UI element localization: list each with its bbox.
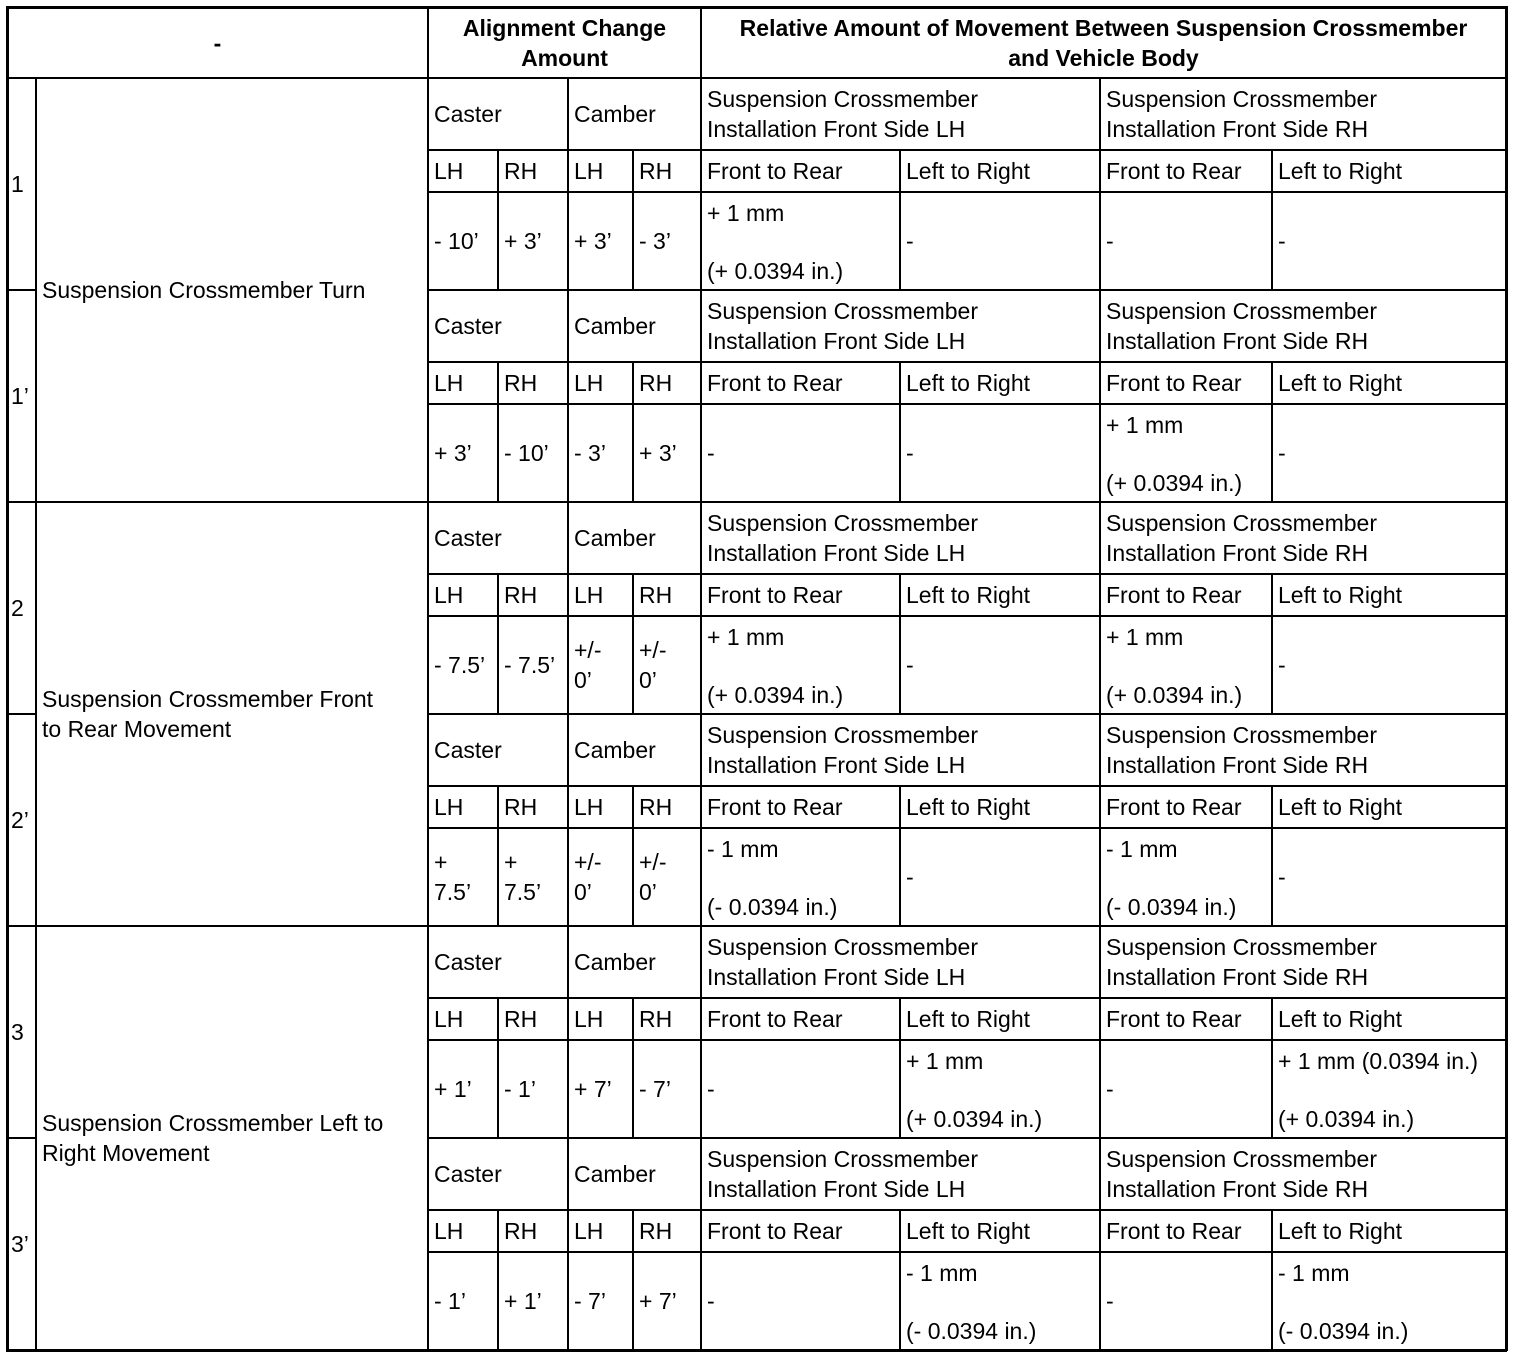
sub-rule [428, 573, 1506, 575]
row-id: 2 [11, 595, 24, 621]
caster-lh-value [434, 616, 498, 714]
camber-label: Camber [574, 737, 656, 763]
caster-lh-label: LH [434, 582, 464, 608]
group-name [42, 78, 428, 502]
text-line: Suspension Crossmember [1106, 298, 1378, 324]
header-rule [7, 77, 1506, 79]
caster-rh-label: RH [504, 370, 538, 396]
text-line: - 10’ [434, 228, 479, 254]
text-line: 7.5’ [434, 879, 472, 905]
text-line: (+ 0.0394 in.) [707, 682, 844, 708]
text-line: + 3’ [504, 228, 542, 254]
text-line: - [906, 864, 914, 890]
caster-rh-label: RH [504, 1218, 538, 1244]
rh-left-to-right-value [1278, 828, 1506, 926]
column-rule [899, 998, 901, 1138]
text-line: Suspension Crossmember [707, 86, 979, 112]
camber-rh-label: RH [639, 794, 673, 820]
camber-lh-label: LH [574, 582, 604, 608]
caster-label: Caster [434, 1161, 502, 1187]
caster-lh-value [434, 1252, 498, 1350]
column-rule [497, 150, 499, 290]
group-name [42, 926, 428, 1350]
text-line: - [707, 1076, 715, 1102]
camber-rh-value [639, 828, 701, 926]
text-line: + [504, 849, 518, 875]
text-line: - [1106, 228, 1114, 254]
sub-rule [428, 361, 1506, 363]
install-front-rh-label [1106, 78, 1506, 150]
column-rule [567, 78, 569, 290]
row-id: 1’ [11, 383, 29, 409]
camber-lh-value [574, 192, 633, 290]
camber-rh-value [639, 1040, 701, 1138]
lh-left-to-right-label: Left to Right [906, 158, 1031, 184]
column-rule [497, 1210, 499, 1350]
lh-front-to-rear-label: Front to Rear [707, 1006, 843, 1032]
text-line: +/- [574, 849, 602, 875]
column-rule [567, 1138, 569, 1350]
caster-lh-value [434, 192, 498, 290]
rh-left-to-right-value [1278, 616, 1506, 714]
text-line: - [1106, 1076, 1114, 1102]
rh-left-to-right-value [1278, 1252, 1506, 1350]
column-rule [899, 150, 901, 290]
text-line: Suspension Crossmember [707, 934, 979, 960]
sub-rule [428, 191, 1506, 193]
camber-label: Camber [574, 1161, 656, 1187]
lh-front-to-rear-label: Front to Rear [707, 158, 843, 184]
lh-front-to-rear-value [707, 1252, 900, 1350]
text-line: Installation Front Side RH [1106, 328, 1369, 354]
rh-left-to-right-label: Left to Right [1278, 370, 1403, 396]
text-line: (+ 0.0394 in.) [906, 1106, 1043, 1132]
camber-label: Camber [574, 313, 656, 339]
text-line: Relative Amount of Movement Between Suspension Crossmember [739, 14, 1468, 41]
text-line: + 1 mm [707, 200, 785, 226]
column-rule [1099, 78, 1101, 290]
rh-front-to-rear-value [1106, 1252, 1272, 1350]
column-rule [1271, 998, 1273, 1138]
column-rule [497, 998, 499, 1138]
column-rule [899, 786, 901, 926]
lh-left-to-right-label: Left to Right [906, 794, 1031, 820]
text-line: + 7’ [639, 1288, 677, 1314]
text-line: and Vehicle Body [1008, 44, 1199, 71]
column-rule [1271, 786, 1273, 926]
text-line: to Rear Movement [42, 716, 232, 742]
text-line: 0’ [639, 667, 657, 693]
text-line: - [906, 228, 914, 254]
text-line: - [906, 652, 914, 678]
rh-front-to-rear-label: Front to Rear [1106, 582, 1242, 608]
text-line: + 1’ [434, 1076, 472, 1102]
text-line: +/- [639, 849, 667, 875]
text-line: 7.5’ [504, 879, 542, 905]
lh-left-to-right-label: Left to Right [906, 370, 1031, 396]
install-front-rh-label [1106, 290, 1506, 362]
group-rule [7, 501, 1506, 503]
text-line: Suspension Crossmember [707, 1146, 979, 1172]
text-line: - 1’ [504, 1076, 536, 1102]
rh-left-to-right-label: Left to Right [1278, 582, 1403, 608]
caster-label: Caster [434, 101, 502, 127]
text-line: Installation Front Side RH [1106, 964, 1369, 990]
caster-rh-label: RH [504, 1006, 538, 1032]
lh-front-to-rear-value [707, 404, 900, 502]
camber-lh-value [574, 828, 633, 926]
text-line: - 1 mm [1278, 1260, 1350, 1286]
camber-lh-label: LH [574, 370, 604, 396]
header-relative-movement [701, 7, 1506, 78]
lh-front-to-rear-value [707, 1040, 900, 1138]
lh-left-to-right-label: Left to Right [906, 1218, 1031, 1244]
text-line: Installation Front Side LH [707, 752, 966, 778]
sub-rule [428, 1251, 1506, 1253]
text-line: Suspension Crossmember Turn [42, 277, 366, 303]
text-line: - [906, 440, 914, 466]
camber-rh-label: RH [639, 158, 673, 184]
rh-front-to-rear-label: Front to Rear [1106, 370, 1242, 396]
column-rule [1099, 502, 1101, 714]
rh-left-to-right-label: Left to Right [1278, 1218, 1403, 1244]
camber-rh-label: RH [639, 370, 673, 396]
sub-rule [428, 997, 1506, 999]
text-line: + 1 mm [707, 624, 785, 650]
sub-rule [428, 827, 1506, 829]
row-rule [7, 289, 36, 291]
column-rule [632, 574, 634, 714]
text-line: 0’ [574, 667, 592, 693]
caster-lh-label: LH [434, 370, 464, 396]
install-front-rh-label [1106, 926, 1506, 998]
text-line: Right Movement [42, 1140, 210, 1166]
text-line: Suspension Crossmember [707, 510, 979, 536]
lh-left-to-right-value [906, 616, 1100, 714]
column-rule [497, 362, 499, 502]
lh-front-to-rear-label: Front to Rear [707, 582, 843, 608]
lh-front-to-rear-value [707, 192, 900, 290]
row-rule [428, 1137, 1506, 1139]
text-line: + 1 mm [906, 1048, 984, 1074]
camber-rh-label: RH [639, 582, 673, 608]
column-rule [1271, 1210, 1273, 1350]
text-line: (- 0.0394 in.) [906, 1318, 1037, 1344]
group-name [42, 502, 428, 926]
rh-left-to-right-value [1278, 404, 1506, 502]
rh-left-to-right-label: Left to Right [1278, 158, 1403, 184]
row-id: 2’ [11, 807, 29, 833]
text-line: (- 0.0394 in.) [1106, 894, 1237, 920]
caster-rh-value [504, 1040, 568, 1138]
text-line: - [707, 440, 715, 466]
text-line: - [1278, 864, 1286, 890]
sub-rule [428, 149, 1506, 151]
lh-front-to-rear-label: Front to Rear [707, 370, 843, 396]
text-line: (+ 0.0394 in.) [707, 258, 844, 284]
text-line: + 1 mm [1106, 624, 1184, 650]
column-rule [632, 1210, 634, 1350]
install-front-lh-label [707, 502, 1100, 574]
camber-label: Camber [574, 949, 656, 975]
sub-rule [428, 615, 1506, 617]
row-id: 3 [11, 1019, 24, 1045]
text-line: + 1 mm [1106, 412, 1184, 438]
text-line: - 3’ [574, 440, 606, 466]
header-corner: - [213, 29, 222, 56]
camber-lh-label: LH [574, 1006, 604, 1032]
text-line: - [1106, 1288, 1114, 1314]
text-line: (- 0.0394 in.) [707, 894, 838, 920]
column-rule [1099, 1138, 1101, 1350]
text-line: Suspension Crossmember [1106, 510, 1378, 536]
text-line: Alignment Change [462, 14, 667, 41]
caster-lh-label: LH [434, 158, 464, 184]
caster-lh-label: LH [434, 794, 464, 820]
rh-front-to-rear-label: Front to Rear [1106, 158, 1242, 184]
camber-lh-value [574, 1252, 633, 1350]
column-rule [1099, 926, 1101, 1138]
text-line: (+ 0.0394 in.) [1106, 470, 1243, 496]
text-line: + 1’ [504, 1288, 542, 1314]
text-line: (+ 0.0394 in.) [1278, 1106, 1415, 1132]
outer-border [1505, 6, 1508, 1351]
text-line: +/- [639, 637, 667, 663]
column-rule [567, 502, 569, 714]
column-rule [567, 926, 569, 1138]
column-rule [1271, 362, 1273, 502]
camber-lh-value [574, 1040, 633, 1138]
column-rule [497, 574, 499, 714]
header-alignment-change [428, 7, 701, 78]
rh-left-to-right-value [1278, 192, 1506, 290]
rh-front-to-rear-value [1106, 828, 1272, 926]
rh-front-to-rear-label: Front to Rear [1106, 1006, 1242, 1032]
text-line: (- 0.0394 in.) [1278, 1318, 1409, 1344]
install-front-rh-label [1106, 714, 1506, 786]
text-line: - 1 mm [906, 1260, 978, 1286]
lh-left-to-right-value [906, 1040, 1100, 1138]
row-rule [7, 713, 36, 715]
camber-lh-value [574, 404, 633, 502]
text-line: Suspension Crossmember Front [42, 686, 374, 712]
row-rule [7, 1137, 36, 1139]
lh-left-to-right-label: Left to Right [906, 1006, 1031, 1032]
caster-rh-value [504, 404, 568, 502]
column-rule [632, 786, 634, 926]
text-line: + 3’ [434, 440, 472, 466]
camber-rh-value [639, 404, 701, 502]
text-line: - 1’ [434, 1288, 466, 1314]
lh-front-to-rear-label: Front to Rear [707, 794, 843, 820]
text-line: - [707, 1288, 715, 1314]
text-line: + 3’ [639, 440, 677, 466]
sub-rule [428, 785, 1506, 787]
column-rule [567, 714, 569, 926]
caster-rh-label: RH [504, 158, 538, 184]
text-line: - 7’ [639, 1076, 671, 1102]
column-rule [1099, 714, 1101, 926]
text-line: Suspension Crossmember [1106, 722, 1378, 748]
caster-lh-value [434, 1040, 498, 1138]
text-line: + 3’ [574, 228, 612, 254]
rh-front-to-rear-value [1106, 404, 1272, 502]
camber-rh-value [639, 1252, 701, 1350]
caster-lh-value [434, 828, 498, 926]
text-line: Installation Front Side LH [707, 116, 966, 142]
caster-rh-value [504, 192, 568, 290]
text-line: Installation Front Side LH [707, 964, 966, 990]
row-id: 1 [11, 171, 24, 197]
text-line: Suspension Crossmember [707, 722, 979, 748]
outer-border [6, 6, 1507, 9]
camber-label: Camber [574, 525, 656, 551]
text-line: - [1278, 228, 1286, 254]
text-line: Installation Front Side LH [707, 1176, 966, 1202]
camber-label: Camber [574, 101, 656, 127]
lh-left-to-right-value [906, 192, 1100, 290]
column-rule [899, 1210, 901, 1350]
text-line: +/- [574, 637, 602, 663]
text-line: (+ 0.0394 in.) [1106, 682, 1243, 708]
caster-rh-value [504, 828, 568, 926]
column-rule [632, 998, 634, 1138]
column-rule [899, 362, 901, 502]
camber-rh-label: RH [639, 1218, 673, 1244]
text-line: Suspension Crossmember [1106, 1146, 1378, 1172]
sub-rule [428, 1039, 1506, 1041]
text-line: Installation Front Side RH [1106, 540, 1369, 566]
text-line: Suspension Crossmember Left to [42, 1110, 384, 1136]
install-front-rh-label [1106, 502, 1506, 574]
text-line: Suspension Crossmember [1106, 86, 1378, 112]
install-front-lh-label [707, 290, 1100, 362]
text-line: Installation Front Side RH [1106, 752, 1369, 778]
sub-rule [428, 403, 1506, 405]
install-front-lh-label [707, 1138, 1100, 1210]
text-line: Installation Front Side LH [707, 540, 966, 566]
text-line: - [1278, 652, 1286, 678]
camber-rh-value [639, 616, 701, 714]
lh-left-to-right-value [906, 404, 1100, 502]
caster-lh-label: LH [434, 1006, 464, 1032]
camber-lh-label: LH [574, 1218, 604, 1244]
text-line: - 7.5’ [504, 652, 556, 678]
rh-front-to-rear-label: Front to Rear [1106, 1218, 1242, 1244]
camber-lh-value [574, 616, 633, 714]
install-front-rh-label [1106, 1138, 1506, 1210]
install-front-lh-label [707, 926, 1100, 998]
camber-lh-label: LH [574, 794, 604, 820]
text-line: - 7’ [574, 1288, 606, 1314]
caster-label: Caster [434, 313, 502, 339]
column-rule [632, 362, 634, 502]
rh-left-to-right-label: Left to Right [1278, 794, 1403, 820]
text-line: Installation Front Side RH [1106, 1176, 1369, 1202]
caster-rh-label: RH [504, 582, 538, 608]
text-line: Suspension Crossmember [1106, 934, 1378, 960]
row-rule [428, 289, 1506, 291]
column-rule [632, 150, 634, 290]
row-rule [428, 713, 1506, 715]
text-line: - 10’ [504, 440, 549, 466]
lh-left-to-right-value [906, 1252, 1100, 1350]
rh-left-to-right-label: Left to Right [1278, 1006, 1403, 1032]
column-rule [1099, 290, 1101, 502]
rh-front-to-rear-label: Front to Rear [1106, 794, 1242, 820]
caster-rh-value [504, 616, 568, 714]
caster-label: Caster [434, 525, 502, 551]
caster-label: Caster [434, 949, 502, 975]
column-rule [1271, 150, 1273, 290]
outer-border [6, 1349, 1507, 1352]
lh-front-to-rear-label: Front to Rear [707, 1218, 843, 1244]
caster-lh-value [434, 404, 498, 502]
camber-lh-label: LH [574, 158, 604, 184]
text-line: - 7.5’ [434, 652, 486, 678]
lh-front-to-rear-value [707, 828, 900, 926]
row-id: 3’ [11, 1231, 29, 1257]
sub-rule [428, 1209, 1506, 1211]
caster-label: Caster [434, 737, 502, 763]
text-line: 0’ [639, 879, 657, 905]
text-line: Amount [521, 44, 608, 71]
rh-front-to-rear-value [1106, 616, 1272, 714]
rh-left-to-right-value [1278, 1040, 1506, 1138]
text-line: - 3’ [639, 228, 671, 254]
column-rule [1271, 574, 1273, 714]
lh-left-to-right-label: Left to Right [906, 582, 1031, 608]
column-rule [427, 7, 429, 1350]
lh-left-to-right-value [906, 828, 1100, 926]
caster-lh-label: LH [434, 1218, 464, 1244]
group-rule [7, 925, 1506, 927]
column-rule [567, 290, 569, 502]
column-rule [899, 574, 901, 714]
text-line: Suspension Crossmember [707, 298, 979, 324]
camber-rh-label: RH [639, 1006, 673, 1032]
rh-front-to-rear-value [1106, 192, 1272, 290]
text-line: + 1 mm (0.0394 in.) [1278, 1048, 1479, 1074]
text-line: - 1 mm [1106, 836, 1178, 862]
lh-front-to-rear-value [707, 616, 900, 714]
text-line: - [1278, 440, 1286, 466]
caster-rh-value [504, 1252, 568, 1350]
text-line: + 7’ [574, 1076, 612, 1102]
caster-rh-label: RH [504, 794, 538, 820]
text-line: + [434, 849, 448, 875]
camber-rh-value [639, 192, 701, 290]
install-front-lh-label [707, 78, 1100, 150]
column-rule [700, 7, 702, 1350]
outer-border [6, 6, 9, 1351]
rh-front-to-rear-value [1106, 1040, 1272, 1138]
text-line: Installation Front Side LH [707, 328, 966, 354]
install-front-lh-label [707, 714, 1100, 786]
text-line: Installation Front Side RH [1106, 116, 1369, 142]
text-line: - 1 mm [707, 836, 779, 862]
text-line: 0’ [574, 879, 592, 905]
column-rule [497, 786, 499, 926]
